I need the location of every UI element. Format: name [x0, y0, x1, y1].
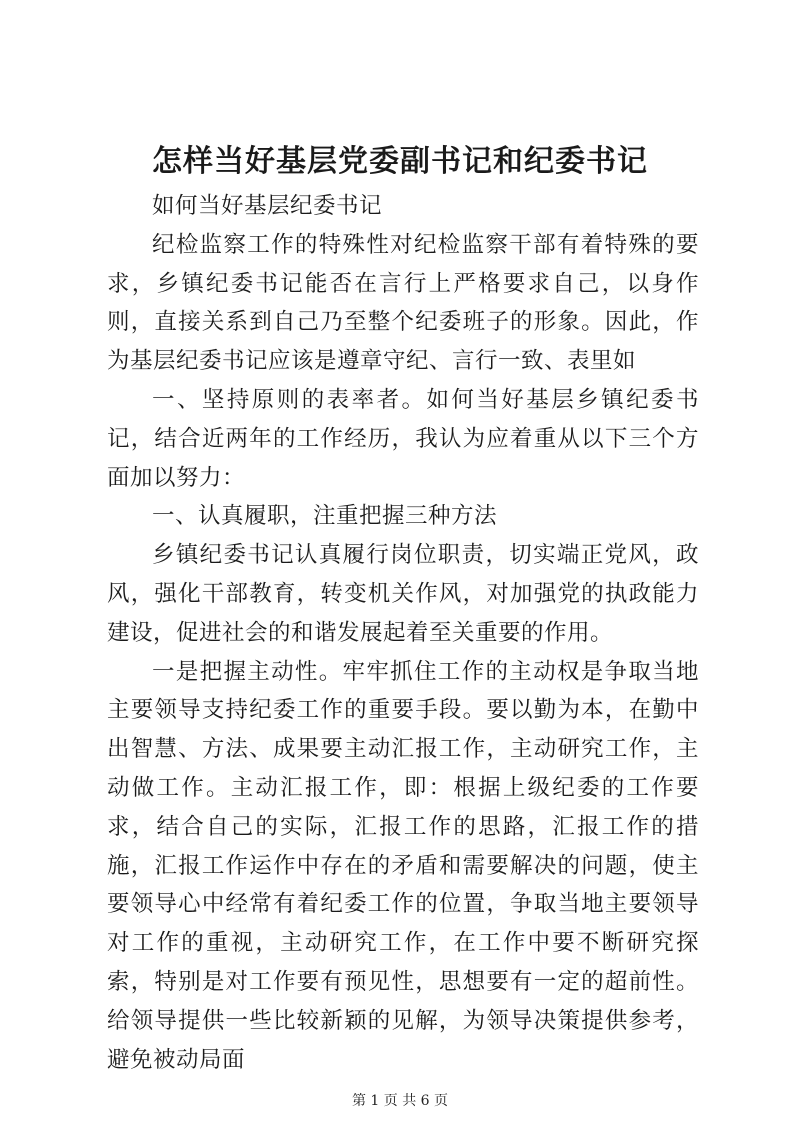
paragraph: 纪检监察工作的特殊性对纪检监察干部有着特殊的要求，乡镇纪委书记能否在言行上严格要求自己，以身作则，直接关系到自己乃至整个纪委班子的形象。因此，作为基层纪委书记应该是遵章守纪、言行一致、表里如 — [107, 231, 699, 375]
paragraph: 一、坚持原则的表率者。如何当好基层乡镇纪委书记，结合近两年的工作经历，我认为应着重从以下三个方面加以努力： — [107, 386, 699, 491]
paragraph-heading: 一、认真履职，注重把握三种方法 — [152, 503, 498, 530]
paragraph: 一是把握主动性。牢牢抓住工作的主动权是争取当地主要领导支持纪委工作的重要手段。要以勤为本，在勤中出智慧、方法、成果要主动汇报工作，主动研究工作，主动做工作。主动汇报工作，即：根据上级纪委的工作要求，结合自己的实际，汇报工作的思路，汇报工作的措施，汇报工作运作中存在的矛盾和需要解决的问题，使主要领导心中经常有着纪委工作的位置，争取当地主要领导对工作的重视，主动研究工作，在工作中要不断研究探索，特别是对工作要有预见性，思想要有一定的超前性。给领导提供一些比较新颖的见解，为领导决策提供参考，避免被动局面 — [107, 658, 699, 1073]
document-title: 怎样当好基层党委副书记和纪委书记 — [152, 144, 648, 179]
paragraph-subtitle: 如何当好基层纪委书记 — [152, 193, 383, 219]
paragraph: 乡镇纪委书记认真履行岗位职责，切实端正党风，政风，强化干部教育，转变机关作风，对加强党的执政能力建设，促进社会的和谐发展起着至关重要的作用。 — [107, 542, 699, 646]
page-number-footer: 第 1 页 共 6 页 — [351, 1093, 449, 1109]
document-body — [107, 187, 699, 1079]
